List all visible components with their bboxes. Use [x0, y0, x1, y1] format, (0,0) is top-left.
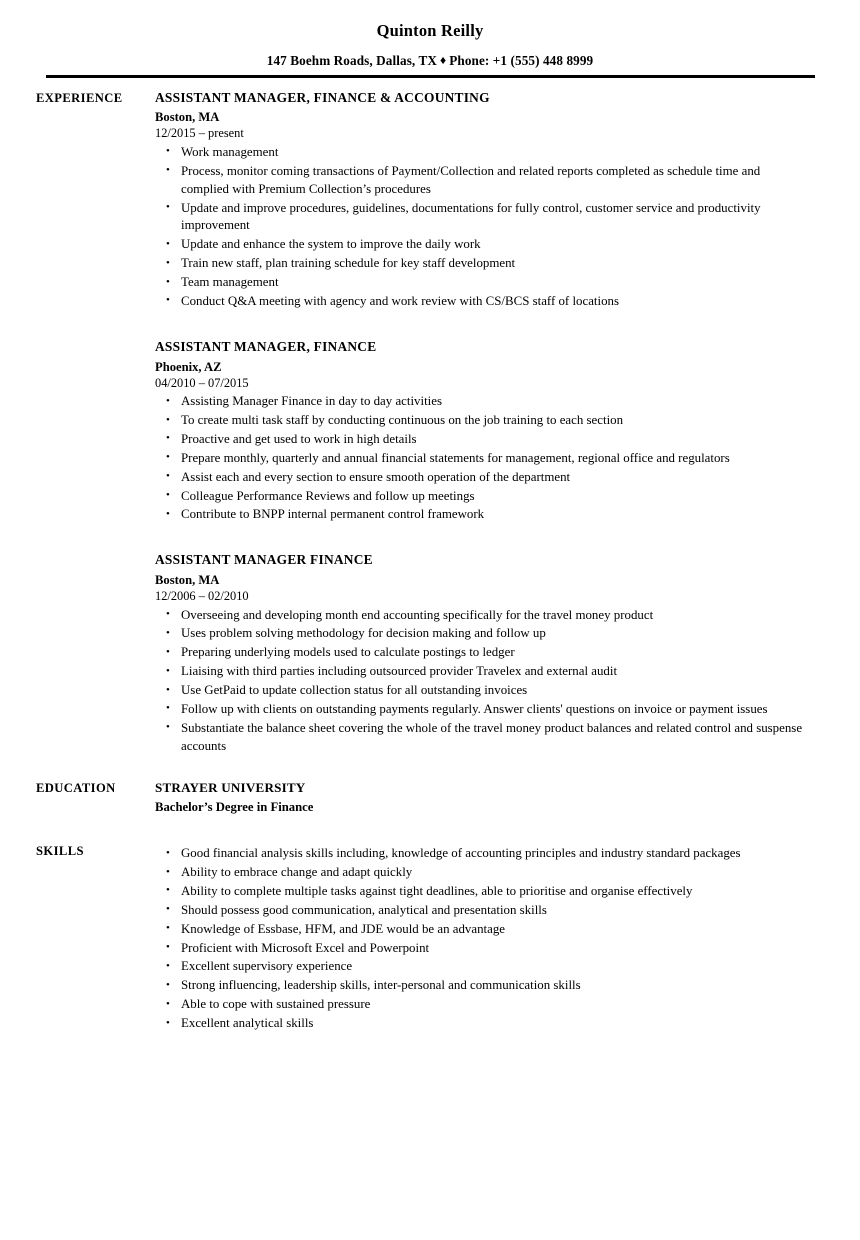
job-responsibility-list	[155, 144, 804, 311]
list-item: • Excellent supervisory experience	[155, 958, 804, 976]
list-item: • Conduct Q&A meeting with agency and work review with CS/BCS staff of locations	[155, 293, 804, 311]
list-item: • Contribute to BNPP internal permanent control framework	[155, 506, 804, 524]
job-responsibility-list	[155, 607, 804, 756]
list-item: • To create multi task staff by conducting continuous on the job training to each section	[155, 412, 804, 430]
job-location: Boston, MA	[155, 110, 220, 125]
job-location: Boston, MA	[155, 573, 220, 587]
education-body	[155, 780, 804, 816]
education-school: STRAYER UNIVERSITY	[155, 779, 306, 795]
list-item: • Process, monitor coming transactions of Payment/Collection and related reports completed as schedule time and complied with Premium Collection’s procedures	[155, 163, 804, 199]
list-item: • Use GetPaid to update collection status for all outstanding invoices	[155, 682, 804, 700]
list-item: • Liaising with third parties including outsourced provider Travelex and external audit	[155, 663, 804, 681]
list-item: • Uses problem solving methodology for decision making and follow up	[155, 625, 804, 643]
contact-phone: Phone: +1 (555) 448 8999	[449, 53, 594, 69]
list-item: • Overseeing and developing month end accounting specifically for the travel money product	[155, 607, 804, 625]
list-item: • Proactive and get used to work in high details	[155, 431, 804, 449]
contact-line	[0, 53, 860, 69]
resume-header	[0, 0, 860, 78]
list-item: • Follow up with clients on outstanding payments regularly. Answer clients' questions on invoice or payment issues	[155, 701, 804, 719]
list-item: • Excellent analytical skills	[155, 1015, 804, 1033]
job-entry	[155, 339, 804, 524]
section-label-skills: SKILLS	[36, 844, 84, 859]
list-item: • Train new staff, plan training schedule for key staff development	[155, 255, 804, 273]
diamond-icon: ♦	[440, 53, 447, 68]
list-item: • Proficient with Microsoft Excel and Powerpoint	[155, 940, 804, 958]
list-item: • Strong influencing, leadership skills, inter-personal and communication skills	[155, 977, 804, 995]
job-title: ASSISTANT MANAGER, FINANCE	[155, 338, 377, 354]
job-title: ASSISTANT MANAGER, FINANCE & ACCOUNTING	[155, 89, 490, 105]
list-item: • Work management	[155, 144, 804, 162]
job-dates: 12/2006 – 02/2010	[155, 589, 249, 604]
header-divider	[46, 75, 815, 77]
skills-body	[155, 843, 804, 1033]
list-item: • Ability to complete multiple tasks against tight deadlines, able to prioritise and organise effectively	[155, 883, 804, 901]
list-item: • Prepare monthly, quarterly and annual financial statements for management, regional office and regulators	[155, 450, 804, 468]
skills-list	[155, 845, 804, 1033]
list-item: • Update and enhance the system to improve the daily work	[155, 236, 804, 254]
list-item: • Ability to embrace change and adapt quickly	[155, 864, 804, 882]
experience-body	[155, 90, 804, 756]
list-item: • Should possess good communication, analytical and presentation skills	[155, 902, 804, 920]
job-dates: 12/2015 – present	[155, 126, 244, 141]
list-item: • Update and improve procedures, guidelines, documentations for fully control, customer service and productivity improvement	[155, 200, 804, 236]
section-label-education: EDUCATION	[36, 780, 116, 795]
list-item: • Assist each and every section to ensure smooth operation of the department	[155, 469, 804, 487]
list-item: • Team management	[155, 274, 804, 292]
education-degree: Bachelor’s Degree in Finance	[155, 799, 314, 814]
contact-address: 147 Boehm Roads, Dallas, TX	[266, 53, 438, 69]
job-location: Phoenix, AZ	[155, 359, 222, 374]
skills-section	[0, 843, 860, 1033]
job-entry	[155, 552, 804, 755]
candidate-name: Quinton Reilly	[376, 21, 484, 40]
list-item: • Able to cope with sustained pressure	[155, 996, 804, 1014]
list-item: • Preparing underlying models used to calculate postings to ledger	[155, 644, 804, 662]
list-item: • Assisting Manager Finance in day to day activities	[155, 393, 804, 411]
job-responsibility-list	[155, 393, 804, 524]
list-item: • Colleague Performance Reviews and follow up meetings	[155, 488, 804, 506]
education-section	[0, 780, 860, 816]
job-entry	[155, 90, 804, 311]
job-dates: 04/2010 – 07/2015	[155, 375, 249, 390]
list-item: • Knowledge of Essbase, HFM, and JDE would be an advantage	[155, 921, 804, 939]
job-title: ASSISTANT MANAGER FINANCE	[155, 552, 373, 568]
list-item: • Good financial analysis skills including, knowledge of accounting principles and industry standard packages	[155, 845, 804, 863]
section-label-experience: EXPERIENCE	[36, 90, 123, 105]
list-item: • Substantiate the balance sheet covering the whole of the travel money product balances and related control and suspense accounts	[155, 720, 804, 756]
experience-section	[0, 90, 860, 756]
